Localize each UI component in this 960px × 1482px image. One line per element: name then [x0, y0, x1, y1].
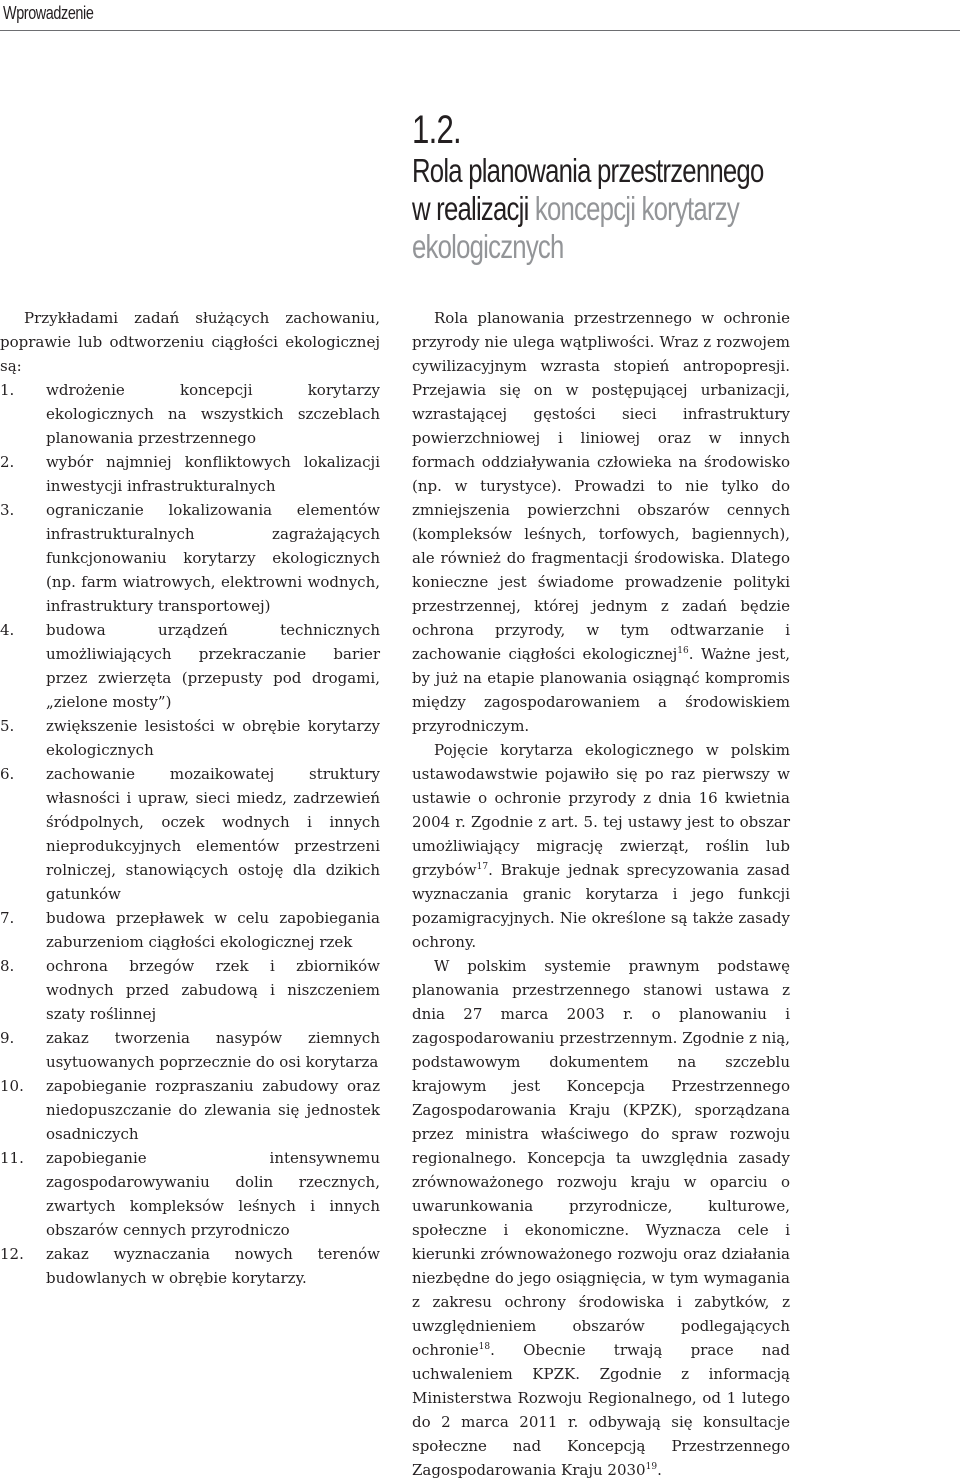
list-item — [0, 1242, 380, 1290]
list-item-text: wybór najmniej konfliktowych lokalizacji inwestycji infrastrukturalnych — [46, 453, 380, 495]
list-item-text: zapobieganie intensywnemu zagospodarowywaniu dolin rzecznych, zwartych kompleksów leśnych i innych obszarów cennych przyrodniczo — [46, 1149, 380, 1239]
paragraph-text: . — [657, 1461, 662, 1479]
paragraph-text: . Ważne jest, by już na etapie planowania osiągnąć kompromis między zagospodarowaniem a środowiskiem przyrodniczym. — [412, 645, 790, 735]
task-list — [0, 378, 380, 1290]
footnote-ref[interactable]: 19 — [645, 1462, 658, 1472]
section-title-line-2 — [412, 190, 818, 228]
list-item-number: 6. — [0, 765, 15, 783]
left-column — [0, 306, 380, 1290]
list-item-number: 9. — [0, 1029, 15, 1047]
list-item — [0, 618, 380, 714]
list-item-text: ochrona brzegów rzek i zbiorników wodnych przed zabudową i niszczeniem szaty roślinnej — [46, 957, 380, 1023]
paragraph-3 — [412, 954, 790, 1482]
paragraph-text: Rola planowania przestrzennego w ochronie przyrody nie ulega wątpliwości. Wraz z rozwojem cywilizacyjnym wzrasta stopień antropopresji. Przejawia się on w postępującej urbanizacji, wzrastającej gęstości sieci infrastruktury powierzchniowej i liniowej oraz w innych formach oddziaływania człowieka na środowisko (np. w turystyce). Prowadzi to nie tylko do zmniejszenia powierzchni obszarów cennych (kompleksów leśnych, torfowych, bagiennych), ale również do fragmentacji środowiska. Dlatego konieczne jest świadome prowadzenie polityki przestrzennej, której jednym z zadań będzie ochrona przyrody, w tym odtwarzanie i zachowanie ciągłości ekologicznej — [412, 309, 790, 663]
title-dark-part: w realizacji — [412, 190, 535, 227]
list-item-number: 8. — [0, 957, 15, 975]
list-item-text: zachowanie mozaikowatej struktury własności i upraw, sieci miedz, zadrzewień śródpolnych, oczek wodnych i innych nieprodukcyjnych elementów przestrzeni rolniczej, stanowiących ostoję dla dzikich gatunków — [46, 765, 380, 903]
footnote-ref[interactable]: 18 — [478, 1342, 491, 1352]
list-item-number: 2. — [0, 453, 15, 471]
section-number: 1.2. — [412, 108, 461, 152]
title-dark-part: Rola planowania przestrzennego — [412, 152, 764, 189]
list-item-text: wdrożenie koncepcji korytarzy ekologicznych na wszystkich szczeblach planowania przestrzennego — [46, 381, 380, 447]
list-item-text: zapobieganie rozpraszaniu zabudowy oraz niedopuszczanie do zlewania się jednostek osadniczych — [46, 1077, 380, 1143]
list-item — [0, 954, 380, 1026]
list-item-text: budowa urządzeń technicznych umożliwiających przekraczanie barier przez zwierzęta (przepusty pod drogami, „zielone mosty”) — [46, 621, 380, 711]
paragraph-text: W polskim systemie prawnym podstawę planowania przestrzennego stanowi ustawa z dnia 27 marca 2003 r. o planowaniu i zagospodarowaniu przestrzennym. Zgodnie z nią, podstawowym dokumentem na szczeblu krajowym jest Koncepcja Przestrzennego Zagospodarowania Kraju (KPZK), sporządzana przez ministra właściwego do spraw rozwoju regionalnego. Koncepcja ta uwzględnia zasady zrównoważonego rozwoju kraju w oparciu o uwarunkowania przyrodnicze, kulturowe, społeczne i ekonomiczne. Wyznacza cele i kierunki zrównoważonego rozwoju oraz działania niezbędne do jego osiągnięcia, w tym wymagania z zakresu ochrony środowiska i zabytków, z uwzględnieniem obszarów podlegających ochronie — [412, 957, 790, 1359]
title-light-part: ekologicznych — [412, 228, 564, 265]
section-heading — [412, 108, 932, 266]
list-item — [0, 1146, 380, 1242]
list-item-number: 5. — [0, 717, 15, 735]
list-item-number: 11. — [0, 1149, 24, 1167]
section-title — [412, 152, 818, 266]
list-item-number: 7. — [0, 909, 15, 927]
list-item-text: zakaz wyznaczania nowych terenów budowlanych w obrębie korytarzy. — [46, 1245, 380, 1287]
paragraph-1 — [412, 306, 790, 738]
list-item-number: 4. — [0, 621, 15, 639]
list-item-text: budowa przepławek w celu zapobiegania zaburzeniom ciągłości ekologicznej rzek — [46, 909, 380, 951]
title-light-part: koncepcji korytarzy — [534, 190, 739, 227]
list-item-number: 3. — [0, 501, 15, 519]
section-title-line-3 — [412, 228, 818, 266]
footnote-ref[interactable]: 17 — [476, 862, 489, 872]
list-item-number: 12. — [0, 1245, 24, 1263]
list-intro: Przykładami zadań służących zachowaniu, poprawie lub odtworzeniu ciągłości ekologicznej są: — [0, 309, 380, 375]
list-item-text: zwiększenie lesistości w obrębie korytarzy ekologicznych — [46, 717, 380, 759]
paragraph-text: . Brakuje jednak sprecyzowania zasad wyznaczania granic korytarza i jego funkcji pozamigracyjnych. Nie określone są także zasady ochrony. — [412, 861, 790, 951]
section-title-line-1 — [412, 152, 818, 190]
page-header — [0, 0, 960, 32]
right-column — [412, 306, 790, 1482]
footnote-ref[interactable]: 16 — [677, 646, 689, 656]
list-item — [0, 714, 380, 762]
list-item-number: 10. — [0, 1077, 24, 1095]
paragraph-text: Pojęcie korytarza ekologicznego w polskim ustawodawstwie pojawiło się po raz pierwszy w ustawie o ochronie przyrody z dnia 16 kwietnia 2004 r. Zgodnie z art. 5. tej ustawy jest to obszar umożliwiający migrację zwierząt, roślin lub grzybów — [412, 741, 790, 879]
list-item-text: ograniczanie lokalizowania elementów infrastrukturalnych zagrażających funkcjonowaniu korytarzy ekologicznych (np. farm wiatrowych, elektrowni wodnych, infrastruktury transportowej) — [46, 501, 380, 615]
list-item-text: zakaz tworzenia nasypów ziemnych usytuowanych poprzecznie do osi korytarza — [46, 1029, 380, 1071]
list-item — [0, 762, 380, 906]
list-item — [0, 1074, 380, 1146]
list-item — [0, 1026, 380, 1074]
paragraph-text: . Obecnie trwają prace nad uchwaleniem KPZK. Zgodnie z informacją Ministerstwa Rozwoju Regionalnego, od 1 lutego do 2 marca 2011 r. odbywają się konsultacje społeczne nad Koncepcją Przestrzennego Zagospodarowania Kraju 2030 — [412, 1341, 790, 1479]
list-item-number: 1. — [0, 381, 15, 399]
list-item — [0, 906, 380, 954]
header-rule — [0, 30, 960, 31]
running-header-title: Wprowadzenie — [3, 3, 94, 23]
paragraph-2 — [412, 738, 790, 954]
list-item — [0, 498, 380, 618]
list-item — [0, 450, 380, 498]
list-item — [0, 378, 380, 450]
